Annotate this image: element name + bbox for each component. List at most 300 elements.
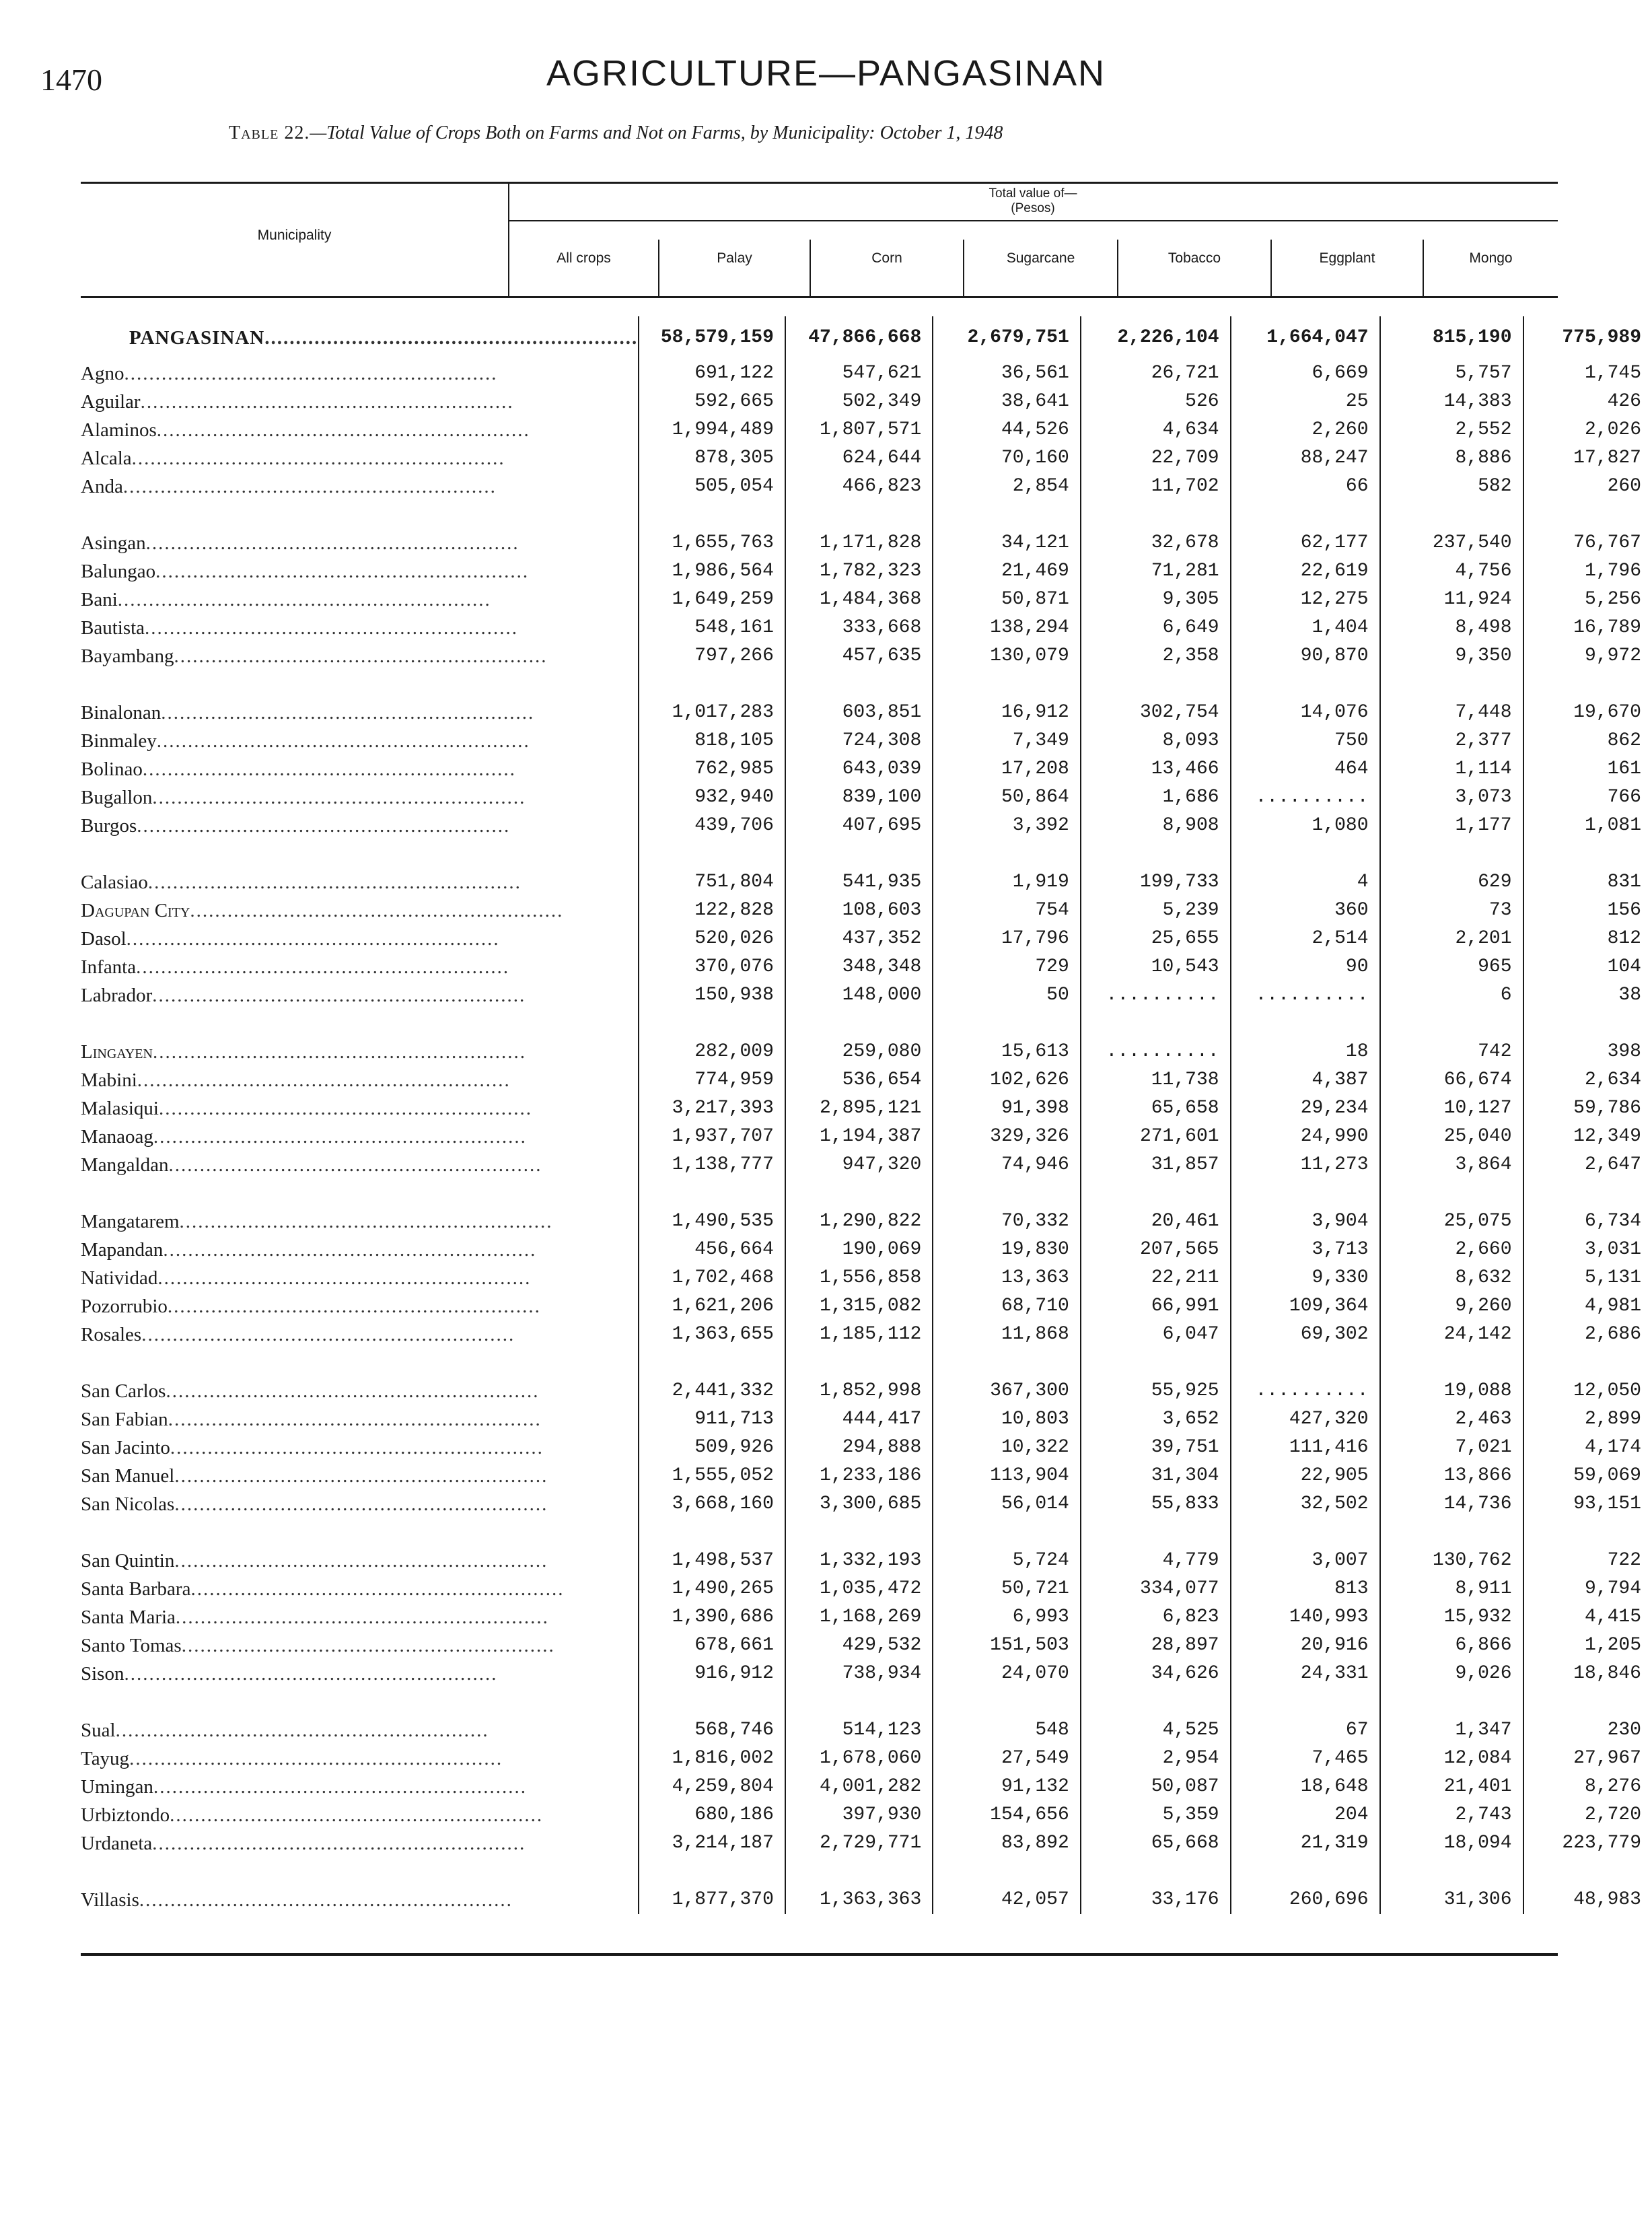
- spacer-cell: [1523, 1010, 1652, 1038]
- spanner-header-line2: (Pesos): [1011, 201, 1055, 215]
- all-crops-value: 3,668,160: [639, 1490, 785, 1518]
- table-row: [81, 1292, 1652, 1320]
- municipality-name: Sual: [81, 1720, 116, 1741]
- table-row: [81, 1377, 1652, 1405]
- dot-leader: ............................................................: [190, 1578, 565, 1600]
- eggplant-value: 130,762: [1380, 1547, 1523, 1575]
- all-crops-value: 911,713: [639, 1405, 785, 1434]
- municipality-cell: [81, 1405, 639, 1434]
- palay-value: 1,194,387: [785, 1123, 933, 1151]
- sugarcane-value: 31,857: [1081, 1151, 1231, 1179]
- corn-value: 21,469: [933, 557, 1081, 586]
- sugarcane-value: 55,925: [1081, 1377, 1231, 1405]
- spacer-cell: [639, 1518, 785, 1547]
- municipality-name: Bayambang: [81, 645, 174, 667]
- sugarcane-value: 13,466: [1081, 755, 1231, 783]
- municipality-cell: [81, 1151, 639, 1179]
- municipality-cell: [81, 316, 639, 359]
- sugarcane-value: 8,908: [1081, 812, 1231, 840]
- palay-value: 947,320: [785, 1151, 933, 1179]
- table-row: [81, 981, 1652, 1010]
- table-row: [81, 699, 1652, 727]
- sugarcane-value: 5,239: [1081, 896, 1231, 925]
- all-crops-value: 2,441,332: [639, 1377, 785, 1405]
- eggplant-value: 11,924: [1380, 586, 1523, 614]
- group-spacer: [81, 1349, 1652, 1377]
- spacer-cell: [1081, 1349, 1231, 1377]
- municipality-name: Santo Tomas: [81, 1635, 182, 1656]
- palay-value: 407,695: [785, 812, 933, 840]
- palay-value: 457,635: [785, 642, 933, 670]
- tobacco-value: 3,713: [1231, 1236, 1380, 1264]
- mongo-value: 16,789: [1523, 614, 1652, 642]
- spacer-cell: [785, 501, 933, 529]
- all-crops-value: 439,706: [639, 812, 785, 840]
- spacer-cell: [1231, 1179, 1380, 1207]
- table-row: [81, 472, 1652, 501]
- dot-leader: ............................................................: [152, 1041, 526, 1063]
- municipality-name: San Carlos: [81, 1380, 166, 1402]
- municipality-name: Mabini: [81, 1069, 137, 1091]
- corn-value: 10,803: [933, 1405, 1081, 1434]
- table-row: [81, 444, 1652, 472]
- group-spacer: [81, 1858, 1652, 1886]
- all-crops-value: 751,804: [639, 868, 785, 896]
- dot-leader: ............................................................: [153, 1126, 527, 1148]
- table-row: [81, 586, 1652, 614]
- palay-value: 333,668: [785, 614, 933, 642]
- mongo-value: 223,779: [1523, 1829, 1652, 1858]
- sugarcane-value: 1,686: [1081, 783, 1231, 812]
- municipality-name: Anda: [81, 476, 123, 497]
- municipality-cell: [81, 388, 639, 416]
- tobacco-value: 464: [1231, 755, 1380, 783]
- column-header-eggplant: Eggplant: [1319, 250, 1375, 266]
- municipality-cell: [81, 1801, 639, 1829]
- mongo-value: 18,846: [1523, 1660, 1652, 1688]
- spacer-cell: [1081, 840, 1231, 868]
- spacer-cell: [1380, 1179, 1523, 1207]
- eggplant-value: 21,401: [1380, 1773, 1523, 1801]
- sugarcane-value: 65,668: [1081, 1829, 1231, 1858]
- municipality-cell: [81, 1264, 639, 1292]
- palay-value: 348,348: [785, 953, 933, 981]
- dot-leader: ............................................................: [129, 1748, 503, 1769]
- sugarcane-value: 32,678: [1081, 529, 1231, 557]
- sugarcane-value: 39,751: [1081, 1434, 1231, 1462]
- corn-value: 34,121: [933, 529, 1081, 557]
- spacer-cell: [1081, 1518, 1231, 1547]
- dot-leader: ............................................................: [131, 448, 505, 469]
- table-row: [81, 896, 1652, 925]
- municipality-cell: [81, 981, 639, 1010]
- all-crops-value: 548,161: [639, 614, 785, 642]
- palay-value: 1,035,472: [785, 1575, 933, 1603]
- palay-value: 190,069: [785, 1236, 933, 1264]
- table-row: [81, 1490, 1652, 1518]
- table-row: [81, 1094, 1652, 1123]
- dot-leader: ............................................................: [155, 561, 530, 582]
- tobacco-value: 9,330: [1231, 1264, 1380, 1292]
- palay-value: 1,315,082: [785, 1292, 933, 1320]
- municipality-cell: [81, 699, 639, 727]
- page-number: 1470: [40, 63, 102, 97]
- palay-value: 839,100: [785, 783, 933, 812]
- palay-value: 738,934: [785, 1660, 933, 1688]
- spacer-cell: [1081, 501, 1231, 529]
- municipality-name: Binalonan: [81, 702, 161, 724]
- tobacco-value: 67: [1231, 1716, 1380, 1744]
- dot-leader: ............................................................: [174, 1493, 548, 1515]
- sugarcane-value: 2,954: [1081, 1744, 1231, 1773]
- tobacco-value: 260,696: [1231, 1886, 1380, 1914]
- dot-leader: ............................................................: [137, 815, 511, 837]
- sugarcane-value: 3,652: [1081, 1405, 1231, 1434]
- running-head: AGRICULTURE—PANGASINAN: [546, 53, 1106, 94]
- spacer-cell: [933, 840, 1081, 868]
- municipality-cell: [81, 1547, 639, 1575]
- spacer-cell: [785, 1688, 933, 1716]
- eggplant-value: 1,177: [1380, 812, 1523, 840]
- corn-value: 50,721: [933, 1575, 1081, 1603]
- municipality-name: Urbiztondo: [81, 1804, 170, 1826]
- corn-value: 24,070: [933, 1660, 1081, 1688]
- tobacco-value: 111,416: [1231, 1434, 1380, 1462]
- eggplant-value: 815,190: [1380, 316, 1523, 359]
- palay-value: 47,866,668: [785, 316, 933, 359]
- tobacco-value: 32,502: [1231, 1490, 1380, 1518]
- all-crops-value: 678,661: [639, 1631, 785, 1660]
- municipality-cell: [81, 1038, 639, 1066]
- sugarcane-value: 34,626: [1081, 1660, 1231, 1688]
- table-row: [81, 783, 1652, 812]
- all-crops-value: 592,665: [639, 388, 785, 416]
- spacer-cell: [639, 1858, 785, 1886]
- spacer-cell: [1523, 1179, 1652, 1207]
- mongo-value: 12,050: [1523, 1377, 1652, 1405]
- eggplant-value: 14,383: [1380, 388, 1523, 416]
- palay-value: 1,332,193: [785, 1547, 933, 1575]
- all-crops-value: 505,054: [639, 472, 785, 501]
- palay-value: 1,782,323: [785, 557, 933, 586]
- municipality-cell: [81, 925, 639, 953]
- tobacco-value: 21,319: [1231, 1829, 1380, 1858]
- municipality-name: Burgos: [81, 815, 137, 837]
- municipality-cell: [81, 642, 639, 670]
- mongo-value: 27,967: [1523, 1744, 1652, 1773]
- dot-leader: ............................................................: [175, 1607, 549, 1628]
- corn-value: 38,641: [933, 388, 1081, 416]
- tobacco-value: 18,648: [1231, 1773, 1380, 1801]
- table-row: [81, 1744, 1652, 1773]
- sugarcane-value: 2,358: [1081, 642, 1231, 670]
- sugarcane-value: 2,226,104: [1081, 316, 1231, 359]
- palay-value: 108,603: [785, 896, 933, 925]
- palay-value: 1,556,858: [785, 1264, 933, 1292]
- all-crops-value: 1,621,206: [639, 1292, 785, 1320]
- tobacco-value: 22,619: [1231, 557, 1380, 586]
- spacer-cell: [81, 1518, 639, 1547]
- corn-value: 154,656: [933, 1801, 1081, 1829]
- eggplant-value: 2,463: [1380, 1405, 1523, 1434]
- spacer-cell: [639, 1010, 785, 1038]
- table-row: [81, 1660, 1652, 1688]
- tobacco-value: 2,260: [1231, 416, 1380, 444]
- municipality-cell: [81, 1886, 639, 1914]
- eggplant-value: 8,632: [1380, 1264, 1523, 1292]
- mongo-value: 8,276: [1523, 1773, 1652, 1801]
- spacer-cell: [933, 1688, 1081, 1716]
- all-crops-value: 680,186: [639, 1801, 785, 1829]
- table-row: [81, 727, 1652, 755]
- corn-value: 50,864: [933, 783, 1081, 812]
- tobacco-value: 69,302: [1231, 1320, 1380, 1349]
- dot-leader: ............................................................: [167, 1296, 541, 1317]
- municipality-cell: [81, 1631, 639, 1660]
- palay-value: 1,185,112: [785, 1320, 933, 1349]
- table-row: [81, 1434, 1652, 1462]
- tobacco-value: 90: [1231, 953, 1380, 981]
- mongo-value: 2,686: [1523, 1320, 1652, 1349]
- municipality-name: Sison: [81, 1663, 124, 1685]
- palay-value: 2,895,121: [785, 1094, 933, 1123]
- corn-value: 2,854: [933, 472, 1081, 501]
- all-crops-value: 1,390,686: [639, 1603, 785, 1631]
- mongo-value: 1,796: [1523, 557, 1652, 586]
- all-crops-value: 456,664: [639, 1236, 785, 1264]
- municipality-name: PANGASINAN: [129, 327, 265, 349]
- mongo-value: 104: [1523, 953, 1652, 981]
- palay-value: 547,621: [785, 359, 933, 388]
- spacer-cell: [1523, 840, 1652, 868]
- spacer-cell: [785, 1179, 933, 1207]
- corn-value: 548: [933, 1716, 1081, 1744]
- sugarcane-value: 22,211: [1081, 1264, 1231, 1292]
- municipality-name: Agno: [81, 363, 124, 384]
- spacer-cell: [933, 1010, 1081, 1038]
- mongo-value: 5,131: [1523, 1264, 1652, 1292]
- tobacco-value: 3,904: [1231, 1207, 1380, 1236]
- table-row: [81, 1801, 1652, 1829]
- eggplant-value: 7,021: [1380, 1434, 1523, 1462]
- tobacco-value: 2,514: [1231, 925, 1380, 953]
- spacer-cell: [785, 1518, 933, 1547]
- group-spacer: [81, 670, 1652, 699]
- all-crops-value: 797,266: [639, 642, 785, 670]
- dot-leader: ............................................................: [137, 1069, 511, 1091]
- palay-value: 148,000: [785, 981, 933, 1010]
- palay-value: 259,080: [785, 1038, 933, 1066]
- tobacco-value: 4,387: [1231, 1066, 1380, 1094]
- palay-value: 429,532: [785, 1631, 933, 1660]
- dot-leader: ............................................................: [179, 1211, 553, 1232]
- palay-value: 397,930: [785, 1801, 933, 1829]
- municipality-name: Infanta: [81, 956, 137, 978]
- tobacco-value: 22,905: [1231, 1462, 1380, 1490]
- all-crops-value: 1,490,535: [639, 1207, 785, 1236]
- spacer-cell: [1231, 840, 1380, 868]
- group-spacer: [81, 1010, 1652, 1038]
- column-header-mongo: Mongo: [1469, 250, 1513, 266]
- dot-leader: ............................................................: [156, 419, 530, 441]
- mongo-value: 722: [1523, 1547, 1652, 1575]
- corn-value: 3,392: [933, 812, 1081, 840]
- sugarcane-value: 50,087: [1081, 1773, 1231, 1801]
- municipality-name: Mangatarem: [81, 1211, 180, 1232]
- tobacco-value: 427,320: [1231, 1405, 1380, 1434]
- mongo-value: 5,256: [1523, 586, 1652, 614]
- dot-leader: ............................................................: [264, 327, 639, 349]
- eggplant-value: 24,142: [1380, 1320, 1523, 1349]
- dot-leader: ............................................................: [159, 1098, 532, 1119]
- tobacco-value: 25: [1231, 388, 1380, 416]
- spacer-cell: [1231, 1858, 1380, 1886]
- tobacco-value: 750: [1231, 727, 1380, 755]
- all-crops-value: 932,940: [639, 783, 785, 812]
- mongo-value: 9,972: [1523, 642, 1652, 670]
- corn-value: 2,679,751: [933, 316, 1081, 359]
- municipality-name: Rosales: [81, 1324, 142, 1345]
- mongo-value: 2,720: [1523, 1801, 1652, 1829]
- corn-value: 56,014: [933, 1490, 1081, 1518]
- all-crops-value: 3,217,393: [639, 1094, 785, 1123]
- spacer-cell: [1380, 501, 1523, 529]
- corn-value: 13,363: [933, 1264, 1081, 1292]
- header-divider: [1117, 240, 1118, 297]
- palay-value: 444,417: [785, 1405, 933, 1434]
- tobacco-value: 88,247: [1231, 444, 1380, 472]
- municipality-cell: [81, 614, 639, 642]
- dot-leader: ............................................................: [142, 759, 516, 780]
- table-row: [81, 1462, 1652, 1490]
- dot-leader: ............................................................: [156, 730, 530, 752]
- dot-leader: ............................................................: [161, 702, 535, 724]
- mongo-value: 59,786: [1523, 1094, 1652, 1123]
- municipality-name: Bolinao: [81, 759, 143, 780]
- spacer-cell: [639, 501, 785, 529]
- palay-value: 1,807,571: [785, 416, 933, 444]
- spacer-cell: [785, 1349, 933, 1377]
- crop-value-table: [81, 316, 1652, 1914]
- eggplant-value: 2,743: [1380, 1801, 1523, 1829]
- tobacco-value: 24,331: [1231, 1660, 1380, 1688]
- sugarcane-value: ..........: [1081, 1038, 1231, 1066]
- all-crops-value: 818,105: [639, 727, 785, 755]
- corn-value: 27,549: [933, 1744, 1081, 1773]
- municipality-name: Alcala: [81, 448, 132, 469]
- sugarcane-value: 9,305: [1081, 586, 1231, 614]
- table-row: [81, 868, 1652, 896]
- eggplant-value: 66,674: [1380, 1066, 1523, 1094]
- eggplant-value: 9,026: [1380, 1660, 1523, 1688]
- dot-leader: ............................................................: [140, 391, 514, 413]
- tobacco-value: 1,080: [1231, 812, 1380, 840]
- palay-value: 1,678,060: [785, 1744, 933, 1773]
- all-crops-value: 1,649,259: [639, 586, 785, 614]
- table-title: [229, 122, 1003, 144]
- all-crops-value: 1,702,468: [639, 1264, 785, 1292]
- dot-leader: ............................................................: [117, 589, 491, 610]
- all-crops-value: 878,305: [639, 444, 785, 472]
- mongo-value: 4,415: [1523, 1603, 1652, 1631]
- eggplant-value: 12,084: [1380, 1744, 1523, 1773]
- eggplant-value: 1,114: [1380, 755, 1523, 783]
- all-crops-value: 1,937,707: [639, 1123, 785, 1151]
- table-bottom-rule: [81, 1953, 1558, 1956]
- tobacco-value: 360: [1231, 896, 1380, 925]
- municipality-name: Calasiao: [81, 872, 148, 893]
- eggplant-value: 582: [1380, 472, 1523, 501]
- sugarcane-value: 10,543: [1081, 953, 1231, 981]
- municipality-cell: [81, 472, 639, 501]
- eggplant-value: 8,498: [1380, 614, 1523, 642]
- mongo-value: 2,899: [1523, 1405, 1652, 1434]
- spacer-cell: [1231, 1010, 1380, 1038]
- all-crops-value: 568,746: [639, 1716, 785, 1744]
- dot-leader: ............................................................: [174, 1550, 548, 1572]
- spacer-cell: [1081, 670, 1231, 699]
- palay-value: 1,852,998: [785, 1377, 933, 1405]
- table-row: [81, 1207, 1652, 1236]
- corn-value: 1,919: [933, 868, 1081, 896]
- spacer-cell: [639, 670, 785, 699]
- column-header-sugarcane: Sugarcane: [1006, 250, 1075, 266]
- tobacco-value: 109,364: [1231, 1292, 1380, 1320]
- municipality-cell: [81, 1603, 639, 1631]
- tobacco-value: 66: [1231, 472, 1380, 501]
- palay-value: 1,484,368: [785, 586, 933, 614]
- spacer-cell: [785, 1858, 933, 1886]
- sugarcane-value: 33,176: [1081, 1886, 1231, 1914]
- spacer-cell: [81, 840, 639, 868]
- sugarcane-value: 199,733: [1081, 868, 1231, 896]
- municipality-cell: [81, 1207, 639, 1236]
- spacer-cell: [81, 1688, 639, 1716]
- sugarcane-value: 334,077: [1081, 1575, 1231, 1603]
- corn-value: 91,398: [933, 1094, 1081, 1123]
- group-spacer: [81, 840, 1652, 868]
- dot-leader: ............................................................: [152, 787, 526, 808]
- corn-value: 91,132: [933, 1773, 1081, 1801]
- column-header-corn: Corn: [871, 250, 902, 266]
- spacer-cell: [1523, 1688, 1652, 1716]
- palay-value: 1,290,822: [785, 1207, 933, 1236]
- corn-value: 5,724: [933, 1547, 1081, 1575]
- table-row: [81, 359, 1652, 388]
- spacer-cell: [785, 670, 933, 699]
- municipality-name: Aguilar: [81, 391, 141, 413]
- corn-value: 10,322: [933, 1434, 1081, 1462]
- eggplant-value: 2,552: [1380, 416, 1523, 444]
- eggplant-value: 14,736: [1380, 1490, 1523, 1518]
- municipality-name: Bautista: [81, 617, 145, 639]
- dot-leader: ............................................................: [147, 872, 522, 893]
- spacer-cell: [785, 1010, 933, 1038]
- municipality-name: Villasis: [81, 1889, 139, 1911]
- corn-value: 44,526: [933, 416, 1081, 444]
- municipality-cell: [81, 727, 639, 755]
- eggplant-value: 9,260: [1380, 1292, 1523, 1320]
- mongo-value: 38: [1523, 981, 1652, 1010]
- sugarcane-value: 6,823: [1081, 1603, 1231, 1631]
- spacer-cell: [1523, 1518, 1652, 1547]
- municipality-header: Municipality: [257, 227, 332, 243]
- mongo-value: 48,983: [1523, 1886, 1652, 1914]
- spacer-cell: [1523, 501, 1652, 529]
- eggplant-value: 73: [1380, 896, 1523, 925]
- spacer-cell: [1380, 670, 1523, 699]
- spacer-cell: [81, 501, 639, 529]
